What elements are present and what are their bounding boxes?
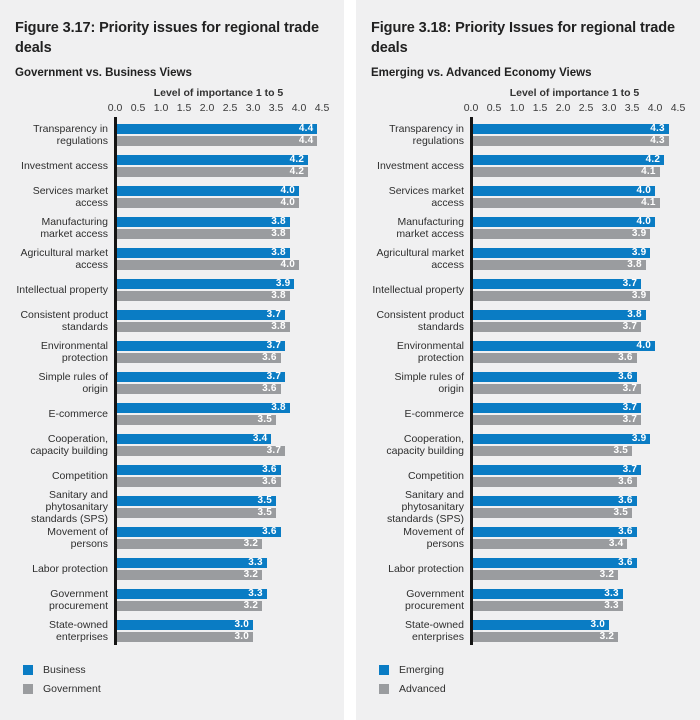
bar-government [115, 322, 290, 332]
bar-business [115, 434, 271, 444]
value-label: 3.6 [262, 351, 277, 363]
figure-title: Figure 3.17: Priority issues for regional trade deals [15, 20, 319, 56]
bar-advanced [471, 136, 669, 146]
legend [23, 664, 344, 695]
value-label: 4.0 [280, 196, 295, 208]
category-label: State-owned enterprises [49, 618, 108, 643]
value-label: 3.2 [599, 568, 615, 580]
value-label: 3.3 [248, 556, 263, 568]
bar-pair [115, 620, 253, 642]
bar-row [15, 305, 344, 336]
category-label: Competition [407, 469, 464, 482]
value-label: 4.4 [298, 122, 314, 134]
bar-pair [471, 496, 637, 518]
bar-government [115, 167, 308, 177]
category-label: Consistent product standards [20, 308, 108, 333]
value-label: 3.5 [613, 444, 628, 456]
bar-pair [471, 372, 641, 394]
bar-emerging [471, 341, 655, 351]
value-label: 3.9 [631, 432, 647, 444]
x-tick-label: 2.0 [199, 102, 215, 114]
bar-business [115, 403, 290, 413]
x-tick-label: 1.5 [532, 102, 548, 114]
bar-row [15, 181, 344, 212]
bar-business [115, 155, 308, 165]
x-tick-label: 1.5 [176, 102, 192, 114]
category-label: Competition [51, 469, 108, 482]
bar-advanced [471, 415, 641, 425]
bar-advanced [471, 291, 650, 301]
category-label: Cooperation, capacity building [386, 432, 464, 457]
bar-pair [115, 248, 299, 270]
bar-pair [471, 248, 650, 270]
value-label: 3.7 [622, 277, 638, 289]
value-label: 3.9 [275, 277, 291, 289]
legend-label: Business [43, 664, 86, 676]
x-tick-label: 3.0 [601, 102, 617, 114]
bar-business [115, 341, 285, 351]
x-axis-ticks [463, 102, 700, 115]
bar-pair [115, 372, 285, 394]
bar-pair [115, 341, 285, 363]
bar-business [115, 496, 276, 506]
category-label: Movement of persons [403, 525, 464, 550]
bar-advanced [471, 167, 660, 177]
bar-pair [115, 527, 281, 549]
bar-pair [471, 558, 637, 580]
value-label: 3.3 [604, 587, 619, 599]
x-tick-label: 3.5 [268, 102, 284, 114]
bar-row [15, 398, 344, 429]
category-label: Environmental protection [40, 339, 108, 364]
bar-row [15, 584, 344, 615]
value-label: 3.2 [243, 599, 259, 611]
figure-subtitle: Emerging vs. Advanced Economy Views [371, 67, 592, 79]
bar-row [371, 212, 700, 243]
x-axis-label: Level of importance 1 to 5 [153, 87, 284, 99]
bar-row [15, 522, 344, 553]
bar-pair [471, 217, 655, 239]
bar-emerging [471, 155, 664, 165]
bar-emerging [471, 403, 641, 413]
x-tick-label: 4.0 [291, 102, 307, 114]
legend-swatch [23, 665, 33, 675]
bar-advanced [471, 477, 637, 487]
legend-item [23, 664, 344, 676]
value-label: 3.7 [266, 370, 282, 382]
value-label: 3.7 [622, 413, 638, 425]
bar-advanced [471, 601, 623, 611]
category-label: Services market access [388, 184, 464, 209]
bar-advanced [471, 353, 637, 363]
category-label: Agricultural market access [20, 246, 108, 271]
bar-pair [115, 155, 308, 177]
value-label: 3.9 [631, 227, 647, 239]
legend-label: Emerging [399, 664, 444, 676]
value-label: 4.2 [645, 153, 661, 165]
value-label: 3.3 [604, 599, 619, 611]
bar-emerging [471, 372, 637, 382]
bar-pair [115, 217, 290, 239]
x-tick-label: 4.0 [647, 102, 663, 114]
bar-row [371, 305, 700, 336]
x-axis-label: Level of importance 1 to 5 [509, 87, 640, 99]
value-label: 3.5 [257, 413, 272, 425]
value-label: 4.3 [650, 122, 665, 134]
bar-emerging [471, 124, 669, 134]
category-label: Investment access [21, 159, 108, 172]
bar-advanced [471, 632, 618, 642]
value-label: 3.6 [618, 351, 633, 363]
bar-pair [115, 310, 290, 332]
bar-row [371, 119, 700, 150]
bar-row [371, 398, 700, 429]
value-label: 3.6 [262, 475, 277, 487]
value-label: 3.4 [608, 537, 624, 549]
value-label: 4.0 [280, 184, 295, 196]
bar-row [371, 243, 700, 274]
bar-advanced [471, 260, 646, 270]
bar-business [115, 465, 281, 475]
bar-business [115, 589, 267, 599]
value-label: 3.4 [252, 432, 268, 444]
bar-pair [471, 124, 669, 146]
legend [379, 664, 700, 695]
bar-pair [471, 434, 650, 456]
bar-pair [115, 558, 267, 580]
legend-label: Government [43, 683, 101, 695]
bar-emerging [471, 310, 646, 320]
bar-row [371, 615, 700, 646]
category-label: Simple rules of origin [394, 370, 464, 395]
category-label: Transparency in regulations [389, 122, 464, 147]
legend-item [379, 683, 700, 695]
bar-row [15, 429, 344, 460]
category-label: Movement of persons [47, 525, 108, 550]
category-label: Cooperation, capacity building [30, 432, 108, 457]
legend-label: Advanced [399, 683, 446, 695]
bar-row [15, 119, 344, 150]
value-label: 3.6 [618, 556, 633, 568]
value-label: 3.7 [622, 401, 638, 413]
category-label: E-commerce [404, 407, 464, 420]
x-tick-label: 1.0 [509, 102, 525, 114]
value-label: 4.0 [280, 258, 295, 270]
bar-emerging [471, 465, 641, 475]
bar-advanced [471, 539, 627, 549]
value-label: 3.8 [271, 289, 286, 301]
value-label: 3.6 [618, 475, 633, 487]
value-label: 4.1 [641, 196, 656, 208]
bar-row [371, 150, 700, 181]
x-tick-label: 0.5 [130, 102, 146, 114]
value-label: 3.2 [599, 630, 615, 642]
value-label: 4.4 [298, 134, 314, 146]
bar-government [115, 477, 281, 487]
value-label: 3.7 [266, 339, 282, 351]
bar-pair [471, 310, 646, 332]
x-tick-label: 0.5 [486, 102, 502, 114]
bar-row [15, 615, 344, 646]
x-tick-label: 3.5 [624, 102, 640, 114]
value-label: 3.5 [613, 506, 628, 518]
value-label: 3.7 [622, 463, 638, 475]
bar-government [115, 260, 299, 270]
bar-advanced [471, 322, 641, 332]
value-label: 4.0 [636, 215, 651, 227]
value-label: 3.7 [622, 382, 638, 394]
bar-emerging [471, 279, 641, 289]
category-label: Services market access [32, 184, 108, 209]
value-label: 4.0 [636, 184, 651, 196]
legend-swatch [379, 684, 389, 694]
bar-row [371, 553, 700, 584]
value-label: 3.8 [271, 215, 286, 227]
value-label: 4.2 [289, 165, 305, 177]
x-tick-label: 0.0 [107, 102, 123, 114]
category-label: Government procurement [49, 587, 108, 612]
category-label: Intellectual property [16, 283, 108, 296]
bar-emerging [471, 527, 637, 537]
bar-pair [471, 341, 655, 363]
bar-row [371, 522, 700, 553]
figure-panel-3-17 [0, 0, 344, 720]
figure-panel-3-18 [356, 0, 700, 720]
x-axis-ticks [107, 102, 344, 115]
bar-advanced [471, 198, 660, 208]
bar-row [371, 460, 700, 491]
category-label: E-commerce [48, 407, 108, 420]
value-label: 3.7 [622, 320, 638, 332]
bar-row [15, 367, 344, 398]
value-label: 3.8 [627, 308, 642, 320]
bar-row [371, 367, 700, 398]
bar-pair [471, 620, 618, 642]
bar-business [115, 217, 290, 227]
category-label: Sanitary and phytosanitary standards (SPS) [386, 488, 464, 525]
bar-pair [115, 434, 285, 456]
bar-emerging [471, 558, 637, 568]
bar-emerging [471, 620, 609, 630]
legend-item [23, 683, 344, 695]
bar-business [115, 124, 317, 134]
bar-row [15, 274, 344, 305]
y-axis-line [470, 117, 473, 645]
category-label: Sanitary and phytosanitary standards (SPS) [30, 488, 108, 525]
bar-row [15, 488, 344, 525]
category-label: Labor protection [32, 562, 108, 575]
bar-pair [115, 403, 290, 425]
category-label: Manufacturing market access [40, 215, 108, 240]
value-label: 3.7 [266, 308, 282, 320]
x-tick-label: 2.5 [578, 102, 594, 114]
value-label: 4.3 [650, 134, 665, 146]
bar-pair [471, 155, 664, 177]
category-label: Labor protection [388, 562, 464, 575]
bar-government [115, 570, 262, 580]
bar-row [371, 488, 700, 525]
category-label: Transparency in regulations [33, 122, 108, 147]
bar-business [115, 248, 290, 258]
value-label: 4.0 [636, 339, 651, 351]
bar-business [115, 372, 285, 382]
x-tick-label: 2.0 [555, 102, 571, 114]
bar-emerging [471, 496, 637, 506]
bar-pair [115, 279, 294, 301]
value-label: 3.6 [618, 494, 633, 506]
bar-business [115, 279, 294, 289]
bar-pair [115, 124, 317, 146]
y-axis-line [114, 117, 117, 645]
bar-emerging [471, 434, 650, 444]
bar-business [115, 558, 267, 568]
value-label: 3.2 [243, 568, 259, 580]
bar-advanced [471, 384, 641, 394]
category-label: Government procurement [405, 587, 464, 612]
value-label: 3.8 [271, 246, 286, 258]
bar-rows [15, 119, 344, 646]
bar-business [115, 186, 299, 196]
bar-emerging [471, 186, 655, 196]
value-label: 3.6 [262, 525, 277, 537]
value-label: 3.6 [618, 525, 633, 537]
bar-row [15, 212, 344, 243]
bar-government [115, 632, 253, 642]
value-label: 3.7 [266, 444, 282, 456]
value-label: 3.0 [234, 630, 249, 642]
value-label: 3.5 [257, 494, 272, 506]
bar-government [115, 198, 299, 208]
value-label: 3.8 [271, 401, 286, 413]
value-label: 3.6 [262, 463, 277, 475]
x-tick-label: 4.5 [314, 102, 330, 114]
bar-row [15, 243, 344, 274]
value-label: 3.2 [243, 537, 259, 549]
bar-advanced [471, 508, 632, 518]
bar-row [15, 150, 344, 181]
value-label: 3.6 [262, 382, 277, 394]
bar-emerging [471, 589, 623, 599]
bar-government [115, 508, 276, 518]
value-label: 3.8 [627, 258, 642, 270]
value-label: 3.8 [271, 227, 286, 239]
bar-row [371, 429, 700, 460]
value-label: 3.0 [590, 618, 605, 630]
bar-government [115, 229, 290, 239]
x-tick-label: 2.5 [222, 102, 238, 114]
category-label: State-owned enterprises [405, 618, 464, 643]
x-tick-label: 4.5 [670, 102, 686, 114]
bar-emerging [471, 248, 650, 258]
bar-row [371, 181, 700, 212]
category-label: Manufacturing market access [396, 215, 464, 240]
legend-item [379, 664, 700, 676]
bar-pair [471, 279, 650, 301]
bar-pair [115, 496, 276, 518]
category-label: Environmental protection [396, 339, 464, 364]
bar-pair [471, 527, 637, 549]
figure-subtitle: Government vs. Business Views [15, 67, 192, 79]
value-label: 3.3 [248, 587, 263, 599]
category-label: Investment access [377, 159, 464, 172]
bar-pair [471, 403, 641, 425]
bar-advanced [471, 570, 618, 580]
bar-government [115, 539, 262, 549]
bar-row [371, 274, 700, 305]
bar-government [115, 353, 281, 363]
value-label: 3.6 [618, 370, 633, 382]
bar-business [115, 620, 253, 630]
bar-row [371, 336, 700, 367]
bar-rows [371, 119, 700, 646]
legend-swatch [23, 684, 33, 694]
bar-row [15, 553, 344, 584]
x-tick-label: 0.0 [463, 102, 479, 114]
value-label: 3.9 [631, 246, 647, 258]
bar-pair [115, 186, 299, 208]
bar-business [115, 527, 281, 537]
bar-pair [471, 589, 623, 611]
bar-row [15, 460, 344, 491]
x-tick-label: 3.0 [245, 102, 261, 114]
value-label: 3.8 [271, 320, 286, 332]
category-label: Intellectual property [372, 283, 464, 296]
category-label: Simple rules of origin [38, 370, 108, 395]
bar-government [115, 384, 281, 394]
bar-pair [115, 465, 281, 487]
category-label: Agricultural market access [376, 246, 464, 271]
value-label: 4.2 [289, 153, 305, 165]
bar-government [115, 601, 262, 611]
bar-government [115, 415, 276, 425]
bar-emerging [471, 217, 655, 227]
bar-advanced [471, 229, 650, 239]
bar-government [115, 136, 317, 146]
figure-title: Figure 3.18: Priority Issues for regional trade deals [371, 20, 675, 56]
legend-swatch [379, 665, 389, 675]
value-label: 4.1 [641, 165, 656, 177]
value-label: 3.0 [234, 618, 249, 630]
bar-advanced [471, 446, 632, 456]
bar-pair [471, 186, 660, 208]
x-tick-label: 1.0 [153, 102, 169, 114]
bar-business [115, 310, 285, 320]
bar-pair [115, 589, 267, 611]
bar-row [15, 336, 344, 367]
bar-government [115, 446, 285, 456]
category-label: Consistent product standards [376, 308, 464, 333]
bar-pair [471, 465, 641, 487]
bar-row [371, 584, 700, 615]
value-label: 3.9 [631, 289, 647, 301]
value-label: 3.5 [257, 506, 272, 518]
bar-government [115, 291, 290, 301]
